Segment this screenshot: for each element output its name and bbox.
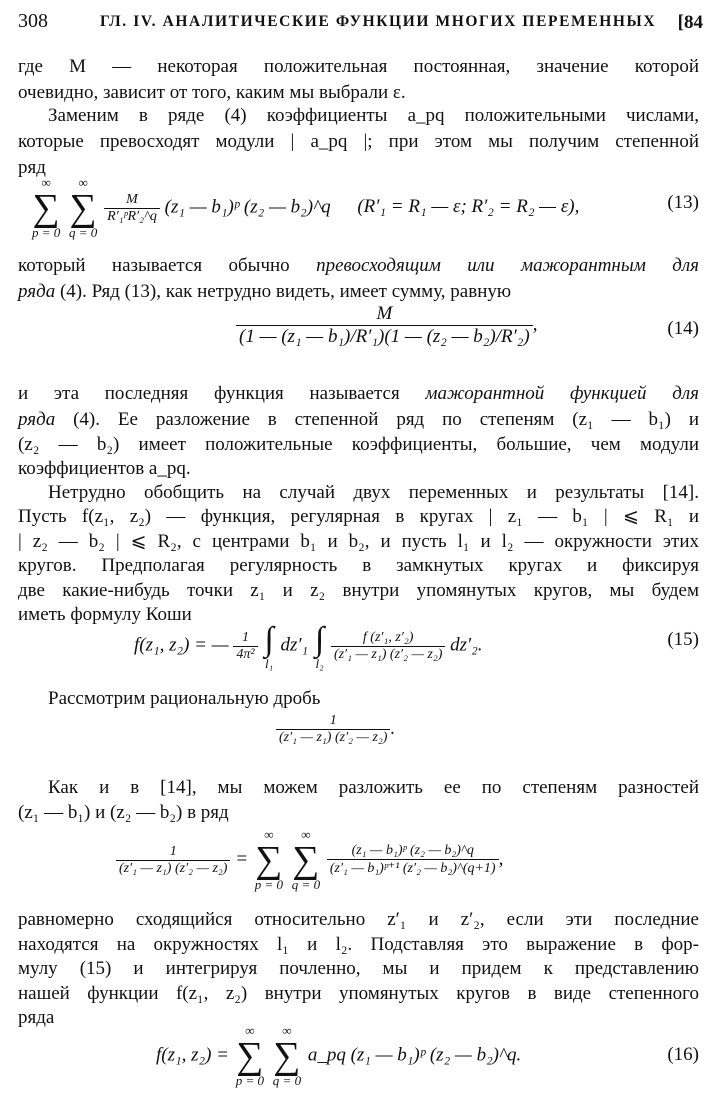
fraction-numerator: f (z′₁, z′₂)	[331, 630, 445, 647]
fraction-denominator: (z′₁ — z₁) (z′₂ — z₂)	[333, 646, 443, 662]
fraction-denominator: (z′₁ — z₁) (z′₂ — z₂)	[119, 860, 228, 876]
text-line: Нетрудно обобщить на случай двух переменных и результаты [14].	[48, 482, 699, 503]
equation-number: (16)	[667, 1044, 699, 1065]
text-line	[18, 253, 699, 279]
text-line: Как и в [14], мы можем разложить ее по степеням разностей	[48, 777, 699, 798]
text-span: (4). Ее разложение в степенной ряд по степеням (z₁ — b₁) и	[55, 409, 699, 430]
italic-term: ряда	[18, 281, 56, 302]
sum-upper: ∞	[78, 175, 88, 190]
sum-sign: ∞ ∑ q = 0	[272, 1023, 302, 1088]
sum-upper: ∞	[245, 1023, 255, 1038]
integral-sign: ∫ l₁	[264, 621, 274, 671]
equation-number: (14)	[667, 318, 699, 339]
series-expansion	[116, 828, 503, 892]
series-term: (z₁ — b₁)ᵖ (z₂ — b₂)^q	[164, 196, 331, 218]
sum-lower-p: p = 0	[235, 1073, 265, 1088]
page-number: 308	[18, 10, 48, 32]
italic-term: ряда	[18, 409, 56, 430]
fraction-numerator: 1	[276, 713, 390, 730]
text-span: (4). Ряд (13), как нетрудно видеть, имеет сумму, равную	[55, 281, 512, 302]
sum-lower-q: q = 0	[291, 877, 321, 892]
integral-contour: l₁	[264, 656, 274, 671]
text-line: Пусть f(z₁, z₂) — функция, регулярная в кругах | z₁ — b₁ | ⩽ R₁ и	[18, 506, 699, 527]
text-line: (z₂ — b₂) имеет положительные коэффициенты, большие, чем модули	[18, 434, 699, 455]
running-title: ГЛ. IV. АНАЛИТИЧЕСКИЕ ФУНКЦИИ МНОГИХ ПЕРЕМЕННЫХ	[100, 13, 657, 30]
sum-upper: ∞	[41, 175, 51, 190]
cauchy-kernel	[331, 630, 445, 663]
text-span: и эта последняя функция называется	[18, 383, 426, 404]
differential: dz′₂.	[450, 634, 483, 656]
text-line: мулу (15) и интегрируя почленно, мы и придем к представлению	[18, 958, 699, 979]
lhs-fraction	[116, 844, 230, 877]
sum-sign: ∞ ∑ p = 0	[254, 827, 284, 892]
equals-sign: =	[235, 848, 249, 870]
text-line	[18, 381, 699, 407]
equation-15	[134, 622, 483, 670]
majorant-fraction	[236, 303, 533, 348]
sum-upper: ∞	[282, 1023, 292, 1038]
equation-lhs: f(z₁, z₂) =	[156, 1044, 230, 1066]
equation-lhs: f(z₁, z₂) = —	[134, 634, 229, 656]
text-line: кругов. Предполагая регулярность в замкнутых кругах и фиксируя	[18, 555, 699, 576]
equation-16	[156, 1024, 521, 1088]
sum-upper: ∞	[264, 827, 274, 842]
italic-term: превосходящим или мажорантным для	[316, 255, 699, 276]
text-line: коэффициентов a_pq.	[18, 458, 191, 479]
sum-sign: ∞ ∑ p = 0	[32, 175, 61, 240]
text-line: где M — некоторая положительная постоянная, значение которой	[18, 56, 699, 77]
equation-number: (13)	[667, 192, 699, 213]
equation-number: (15)	[667, 629, 699, 650]
equation-13	[30, 176, 579, 240]
series-term: a_pq (z₁ — b₁)ᵖ (z₂ — b₂)^q.	[307, 1044, 522, 1066]
condition: (R′₁ = R₁ — ε; R′₂ = R₂ — ε),	[357, 196, 580, 218]
text-span: который называется обычно	[18, 255, 317, 276]
text-line: очевидно, зависит от того, каким мы выбрали ε.	[18, 82, 406, 103]
sum-sign: ∞ ∑ q = 0	[69, 175, 98, 240]
text-line: иметь формулу Коши	[18, 604, 192, 625]
text-line: (z₁ — b₁) и (z₂ — b₂) в ряд	[18, 802, 229, 823]
sum-sign: ∞ ∑ q = 0	[291, 827, 321, 892]
fraction-numerator: M	[236, 303, 533, 326]
fraction-numerator: 1	[233, 630, 257, 647]
sum-upper: ∞	[301, 827, 311, 842]
fraction-numerator: (z₁ — b₁)ᵖ (z₂ — b₂)^q	[327, 843, 499, 860]
fraction-denominator: (z′₁ — b₁)ᵖ⁺¹ (z′₂ — b₂)^(q+1)	[329, 861, 496, 876]
fraction-denominator: 4π²	[236, 646, 255, 662]
punctuation: ,	[498, 848, 504, 870]
equation-14	[236, 303, 537, 348]
text-line	[18, 279, 699, 305]
text-line: две какие-нибудь точки z₁ и z₂ внутри упомянутых кругов, мы будем	[18, 580, 699, 601]
fraction-denominator: (z′₁ — z₁) (z′₂ — z₂)	[279, 730, 388, 745]
sum-lower-p: p = 0	[254, 877, 284, 892]
coefficient-fraction	[104, 192, 160, 225]
fraction-denominator: R′₁ᵖR′₂^q	[107, 208, 157, 224]
punctuation: ,	[532, 313, 538, 335]
integral-contour: l₂	[315, 656, 324, 671]
text-line: равномерно сходящийся относительно z′₁ и z′₂, если эти последние	[18, 909, 699, 930]
text-line: | z₂ — b₂ | ⩽ R₂, с центрами b₁ и b₂, и пусть l₁ и l₂ — окружности этих	[18, 531, 699, 552]
sum-lower-q: q = 0	[69, 225, 98, 240]
text-line: ряд	[18, 157, 46, 178]
fraction	[276, 713, 390, 746]
rational-fraction	[276, 713, 395, 746]
text-line	[18, 407, 699, 433]
rhs-fraction	[327, 843, 499, 877]
differential: dz′₁	[280, 634, 309, 656]
fraction-denominator: (1 — (z₁ — b₁)/R′₁)(1 — (z₂ — b₂)/R′₂)	[239, 326, 530, 347]
sum-lower-p: p = 0	[32, 225, 61, 240]
fraction-numerator: M	[104, 192, 160, 209]
italic-term: мажорантной функцией для	[425, 383, 699, 404]
sum-lower-q: q = 0	[272, 1073, 302, 1088]
text-line: Рассмотрим рациональную дробь	[48, 688, 321, 709]
section-number: [84	[677, 12, 703, 33]
text-line: которые превосходят модули | a_pq |; при этом мы получим степенной	[18, 131, 699, 152]
punctuation: .	[390, 717, 396, 739]
text-line: нашей функции f(z₁, z₂) внутри упомянутых кругов в виде степенного	[18, 983, 699, 1004]
text-line: ряда	[18, 1007, 55, 1028]
text-line: находятся на окружностях l₁ и l₂. Подставляя это выражение в фор-	[18, 934, 699, 955]
sum-sign: ∞ ∑ p = 0	[235, 1023, 265, 1088]
page-header	[18, 10, 703, 40]
fraction-numerator: 1	[116, 844, 230, 861]
coefficient-fraction	[233, 630, 257, 663]
text-line: Заменим в ряде (4) коэффициенты a_pq положительными числами,	[48, 105, 699, 126]
integral-sign: ∫ l₂	[314, 621, 325, 671]
